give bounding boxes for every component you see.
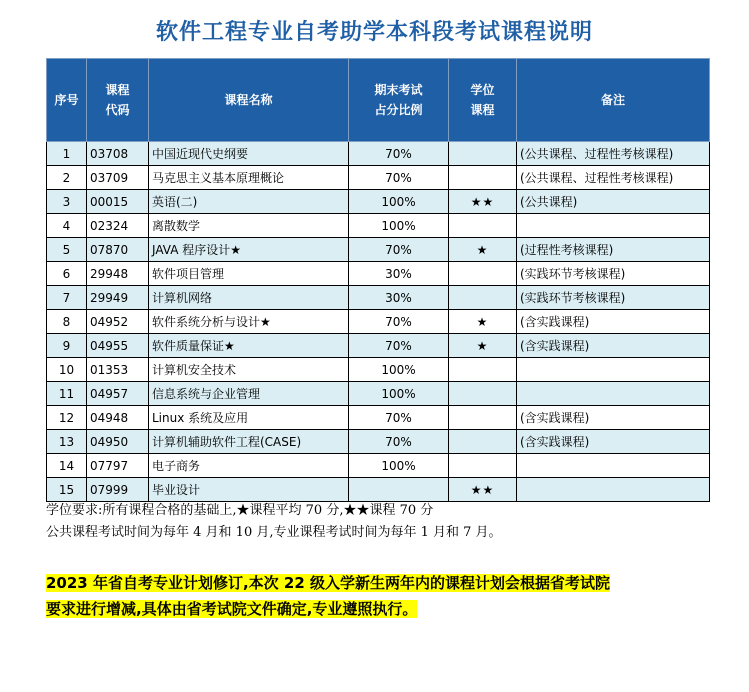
table-row bbox=[47, 382, 710, 406]
header-degree bbox=[449, 59, 517, 142]
cell-no: 2 bbox=[47, 166, 87, 190]
cell-code: 01353 bbox=[87, 358, 149, 382]
degree-requirements bbox=[46, 500, 502, 544]
cell-course-name: 软件系统分析与设计★ bbox=[149, 310, 349, 334]
cell-no: 14 bbox=[47, 454, 87, 478]
header-degree-line2: 课程 bbox=[470, 103, 495, 117]
cell-code: 29948 bbox=[87, 262, 149, 286]
cell-course-name: 软件质量保证★ bbox=[149, 334, 349, 358]
requirement-line-2: 公共课程考试时间为每年 4 月和 10 月,专业课程考试时间为每年 1 月和 7 月。 bbox=[46, 525, 502, 540]
cell-exam-ratio: 70% bbox=[349, 334, 449, 358]
cell-course-name: 计算机安全技术 bbox=[149, 358, 349, 382]
cell-degree-course bbox=[449, 358, 517, 382]
cell-degree-course bbox=[449, 142, 517, 166]
cell-no: 1 bbox=[47, 142, 87, 166]
cell-code: 03708 bbox=[87, 142, 149, 166]
cell-no: 10 bbox=[47, 358, 87, 382]
table-row bbox=[47, 286, 710, 310]
cell-no: 15 bbox=[47, 478, 87, 502]
table-row bbox=[47, 142, 710, 166]
note-line-1: 2023 年省自考专业计划修订,本次 22 级入学新生两年内的课程计划会根据省考试院 bbox=[46, 574, 610, 592]
cell-exam-ratio: 70% bbox=[349, 238, 449, 262]
cell-degree-course bbox=[449, 214, 517, 238]
cell-course-name: 中国近现代史纲要 bbox=[149, 142, 349, 166]
header-ratio-line2: 占分比例 bbox=[374, 103, 423, 117]
cell-course-name: 计算机网络 bbox=[149, 286, 349, 310]
table-row bbox=[47, 454, 710, 478]
cell-exam-ratio: 70% bbox=[349, 430, 449, 454]
cell-no: 7 bbox=[47, 286, 87, 310]
cell-code: 07870 bbox=[87, 238, 149, 262]
table-row bbox=[47, 358, 710, 382]
cell-exam-ratio: 70% bbox=[349, 166, 449, 190]
cell-remark bbox=[517, 382, 710, 406]
table-row bbox=[47, 262, 710, 286]
cell-no: 13 bbox=[47, 430, 87, 454]
highlight-note bbox=[46, 570, 702, 622]
cell-exam-ratio: 100% bbox=[349, 454, 449, 478]
cell-exam-ratio: 100% bbox=[349, 382, 449, 406]
header-ratio bbox=[349, 59, 449, 142]
cell-degree-course bbox=[449, 382, 517, 406]
table-row bbox=[47, 334, 710, 358]
cell-code: 04950 bbox=[87, 430, 149, 454]
cell-course-name: 离散数学 bbox=[149, 214, 349, 238]
table-row bbox=[47, 238, 710, 262]
cell-remark: (含实践课程) bbox=[517, 310, 710, 334]
cell-no: 11 bbox=[47, 382, 87, 406]
cell-remark: (含实践课程) bbox=[517, 430, 710, 454]
cell-remark: (公共课程、过程性考核课程) bbox=[517, 166, 710, 190]
header-ratio-line1: 期末考试 bbox=[374, 83, 423, 97]
cell-remark: (公共课程) bbox=[517, 190, 710, 214]
page-title: 软件工程专业自考助学本科段考试课程说明 bbox=[155, 20, 593, 45]
cell-course-name: 马克思主义基本原理概论 bbox=[149, 166, 349, 190]
cell-degree-course: ★ bbox=[449, 334, 517, 358]
cell-remark: (含实践课程) bbox=[517, 334, 710, 358]
cell-code: 04948 bbox=[87, 406, 149, 430]
cell-code: 07999 bbox=[87, 478, 149, 502]
cell-course-name: 电子商务 bbox=[149, 454, 349, 478]
cell-code: 29949 bbox=[87, 286, 149, 310]
header-remark: 备注 bbox=[517, 59, 710, 142]
cell-exam-ratio: 100% bbox=[349, 190, 449, 214]
cell-degree-course bbox=[449, 166, 517, 190]
cell-exam-ratio: 100% bbox=[349, 214, 449, 238]
table-row bbox=[47, 166, 710, 190]
table-row bbox=[47, 478, 710, 502]
table-header-row bbox=[47, 59, 710, 142]
header-name: 课程名称 bbox=[149, 59, 349, 142]
cell-exam-ratio bbox=[349, 478, 449, 502]
cell-code: 02324 bbox=[87, 214, 149, 238]
cell-degree-course bbox=[449, 286, 517, 310]
cell-exam-ratio: 70% bbox=[349, 406, 449, 430]
header-code-line2: 代码 bbox=[105, 103, 130, 117]
cell-code: 03709 bbox=[87, 166, 149, 190]
cell-course-name: 毕业设计 bbox=[149, 478, 349, 502]
cell-remark: (含实践课程) bbox=[517, 406, 710, 430]
course-table bbox=[46, 58, 710, 502]
table-row bbox=[47, 310, 710, 334]
requirement-line-1: 学位要求:所有课程合格的基础上,★课程平均 70 分,★★课程 70 分 bbox=[46, 503, 434, 518]
cell-no: 9 bbox=[47, 334, 87, 358]
cell-remark: (过程性考核课程) bbox=[517, 238, 710, 262]
cell-degree-course: ★ bbox=[449, 310, 517, 334]
cell-remark: (公共课程、过程性考核课程) bbox=[517, 142, 710, 166]
cell-course-name: 信息系统与企业管理 bbox=[149, 382, 349, 406]
cell-remark bbox=[517, 454, 710, 478]
cell-code: 04955 bbox=[87, 334, 149, 358]
cell-code: 00015 bbox=[87, 190, 149, 214]
cell-code: 07797 bbox=[87, 454, 149, 478]
cell-no: 5 bbox=[47, 238, 87, 262]
table-row bbox=[47, 430, 710, 454]
header-no: 序号 bbox=[47, 59, 87, 142]
cell-exam-ratio: 30% bbox=[349, 286, 449, 310]
cell-no: 8 bbox=[47, 310, 87, 334]
cell-degree-course bbox=[449, 430, 517, 454]
cell-degree-course: ★★ bbox=[449, 478, 517, 502]
cell-remark: (实践环节考核课程) bbox=[517, 286, 710, 310]
cell-course-name: JAVA 程序设计★ bbox=[149, 238, 349, 262]
cell-course-name: Linux 系统及应用 bbox=[149, 406, 349, 430]
header-code-line1: 课程 bbox=[105, 83, 130, 97]
cell-remark bbox=[517, 478, 710, 502]
cell-no: 12 bbox=[47, 406, 87, 430]
cell-degree-course bbox=[449, 406, 517, 430]
table-row bbox=[47, 190, 710, 214]
cell-remark: (实践环节考核课程) bbox=[517, 262, 710, 286]
header-degree-line1: 学位 bbox=[470, 83, 495, 97]
cell-exam-ratio: 100% bbox=[349, 358, 449, 382]
cell-degree-course bbox=[449, 454, 517, 478]
table-row bbox=[47, 406, 710, 430]
cell-exam-ratio: 70% bbox=[349, 310, 449, 334]
cell-course-name: 软件项目管理 bbox=[149, 262, 349, 286]
cell-code: 04957 bbox=[87, 382, 149, 406]
cell-degree-course: ★★ bbox=[449, 190, 517, 214]
cell-course-name: 计算机辅助软件工程(CASE) bbox=[149, 430, 349, 454]
cell-remark bbox=[517, 214, 710, 238]
cell-no: 3 bbox=[47, 190, 87, 214]
cell-degree-course bbox=[449, 262, 517, 286]
cell-course-name: 英语(二) bbox=[149, 190, 349, 214]
table-row bbox=[47, 214, 710, 238]
cell-no: 6 bbox=[47, 262, 87, 286]
cell-no: 4 bbox=[47, 214, 87, 238]
cell-exam-ratio: 30% bbox=[349, 262, 449, 286]
cell-degree-course: ★ bbox=[449, 238, 517, 262]
note-line-2: 要求进行增减,具体由省考试院文件确定,专业遵照执行。 bbox=[46, 600, 418, 618]
cell-exam-ratio: 70% bbox=[349, 142, 449, 166]
header-code bbox=[87, 59, 149, 142]
cell-code: 04952 bbox=[87, 310, 149, 334]
cell-remark bbox=[517, 358, 710, 382]
